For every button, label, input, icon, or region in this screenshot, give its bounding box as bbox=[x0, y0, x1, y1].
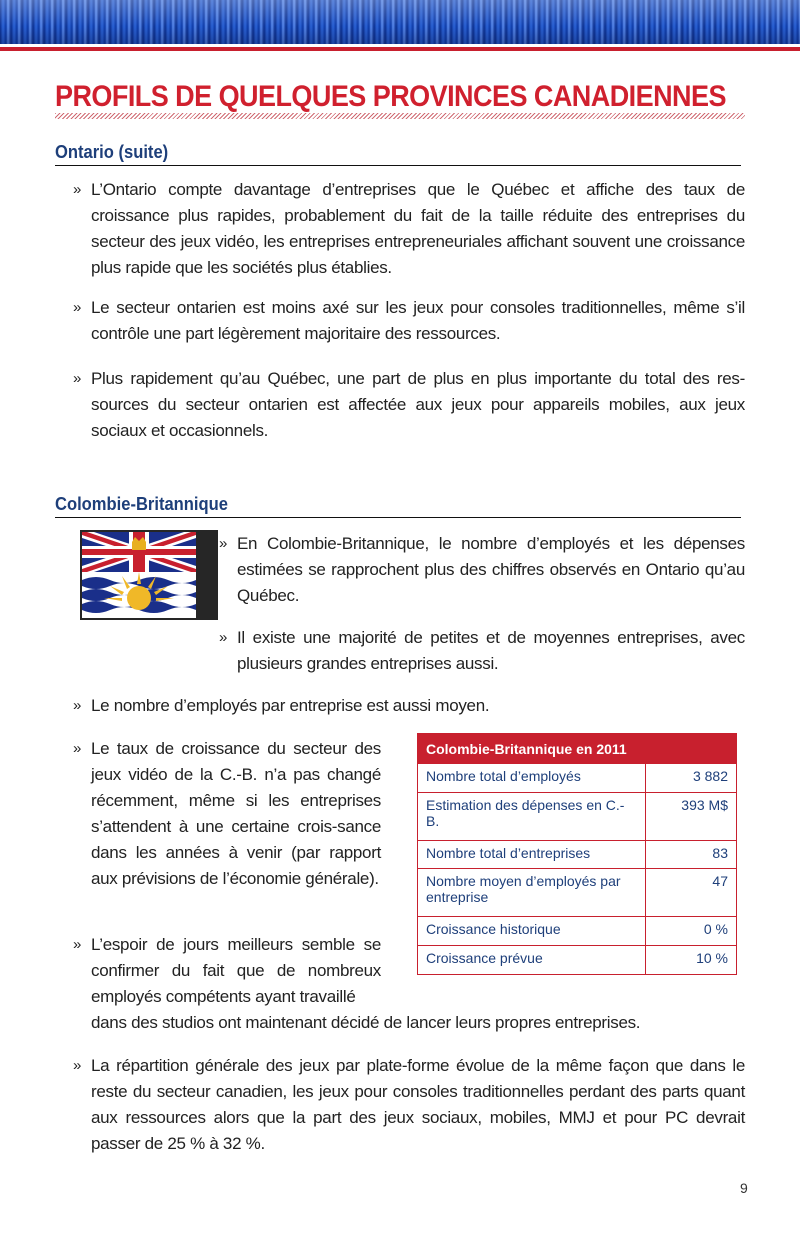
table-cell-value: 47 bbox=[646, 869, 737, 917]
bc-bullet-5 bbox=[73, 932, 381, 1010]
title-hatch-divider bbox=[55, 113, 745, 119]
ontario-bullet-1-text: L’Ontario compte davantage d’entreprises que le Québec et affiche des taux de croissance plus rapides, probablement du fait de la taille réduite des entreprises du secteur des jeux vidéo, les entreprises entrepreneuriales affichant souvent une croissance plus rapide que les sociétés plus établies. bbox=[91, 180, 745, 277]
ontario-bullet-3-text: Plus rapidement qu’au Québec, une part de plus en plus importante du total des res-sources du secteur ontarien est affectée aux jeux pour appareils mobiles, aux jeux sociaux et occasionnels. bbox=[91, 369, 745, 440]
table-row bbox=[418, 841, 737, 869]
bc-bullet-6-text: La répartition générale des jeux par plate-forme évolue de la même façon que dans le reste du secteur canadien, les jeux pour consoles traditionnelles perdant des parts quant aux ressources alors que la part des jeux sociaux, mobiles, MMJ et pour PC devrait passer de 25 % à 32 %. bbox=[91, 1056, 745, 1153]
bc-bullet-3 bbox=[73, 693, 745, 719]
table-cell-value: 0 % bbox=[646, 917, 737, 946]
header-band bbox=[0, 0, 800, 44]
bc-bullet-5-text: L’espoir de jours meilleurs semble se confirmer du fait que de nombreux employés compétents ayant travaillé bbox=[91, 935, 381, 1006]
table-cell-label: Nombre total d’entreprises bbox=[418, 841, 646, 869]
bullet-marker: » bbox=[73, 697, 82, 714]
table-cell-value: 393 M$ bbox=[646, 793, 737, 841]
table-row bbox=[418, 764, 737, 793]
table-row bbox=[418, 917, 737, 946]
bullet-marker: » bbox=[73, 299, 82, 316]
british-columbia-flag-icon bbox=[82, 532, 196, 618]
table-title: Colombie-Britannique en 2011 bbox=[418, 734, 737, 764]
header-rule-red bbox=[0, 47, 800, 51]
page-title: PROFILS DE QUELQUES PROVINCES CANADIENNES bbox=[55, 80, 726, 113]
ontario-heading bbox=[55, 142, 741, 166]
bullet-marker: » bbox=[219, 629, 228, 646]
bullet-marker: » bbox=[73, 1057, 82, 1074]
table-cell-label: Nombre total d’employés bbox=[418, 764, 646, 793]
bullet-marker: » bbox=[73, 936, 82, 953]
page-number: 9 bbox=[740, 1180, 748, 1196]
table-row bbox=[418, 946, 737, 975]
ontario-bullet-2 bbox=[73, 295, 745, 347]
bc-bullet-6 bbox=[73, 1053, 745, 1157]
bc-bullet-4-text: Le taux de croissance du secteur des jeux vidéo de la C.-B. n’a pas changé récemment, même si les entreprises s’attendent à une certaine crois-sance dans les années à venir (par rapport aux prévisions de l’économie générale). bbox=[91, 739, 381, 888]
bc-bullet-4 bbox=[73, 736, 381, 892]
table-row bbox=[418, 869, 737, 917]
bc-bullet-3-text: Le nombre d’employés par entreprise est aussi moyen. bbox=[91, 696, 490, 715]
table-cell-label: Estimation des dépenses en C.-B. bbox=[418, 793, 646, 841]
bullet-marker: » bbox=[73, 181, 82, 198]
bc-heading bbox=[55, 494, 741, 518]
ontario-heading-text: Ontario (suite) bbox=[55, 142, 169, 162]
table-cell-label: Croissance prévue bbox=[418, 946, 646, 975]
table-row bbox=[418, 793, 737, 841]
bc-bullet-1 bbox=[219, 531, 745, 609]
bullet-marker: » bbox=[73, 740, 82, 757]
table-cell-value: 83 bbox=[646, 841, 737, 869]
ontario-bullet-2-text: Le secteur ontarien est moins axé sur les jeux pour consoles traditionnelles, même s’il contrôle une part légèrement majoritaire des ressources. bbox=[91, 298, 745, 343]
bc-stats-table bbox=[417, 733, 737, 975]
table-header-row bbox=[418, 734, 737, 764]
ontario-bullet-1 bbox=[73, 177, 745, 281]
bc-bullet-5-continued bbox=[91, 1010, 745, 1036]
table-cell-value: 10 % bbox=[646, 946, 737, 975]
ontario-bullet-3 bbox=[73, 366, 745, 444]
bullet-marker: » bbox=[219, 535, 228, 552]
bc-bullet-2 bbox=[219, 625, 745, 677]
table-cell-label: Nombre moyen d’employés par entreprise bbox=[418, 869, 646, 917]
bc-heading-text: Colombie-Britannique bbox=[55, 494, 228, 514]
table-cell-value: 3 882 bbox=[646, 764, 737, 793]
bc-bullet-2-text: Il existe une majorité de petites et de moyennes entreprises, avec plusieurs grandes entreprises aussi. bbox=[237, 628, 745, 673]
table-cell-label: Croissance historique bbox=[418, 917, 646, 946]
bullet-marker: » bbox=[73, 370, 82, 387]
bc-bullet-1-text: En Colombie-Britannique, le nombre d’employés et les dépenses estimées se rapprochent plus des chiffres observés en Ontario qu’au Québec. bbox=[237, 534, 745, 605]
bc-bullet-5-continued-text: dans des studios ont maintenant décidé de lancer leurs propres entreprises. bbox=[91, 1013, 641, 1032]
